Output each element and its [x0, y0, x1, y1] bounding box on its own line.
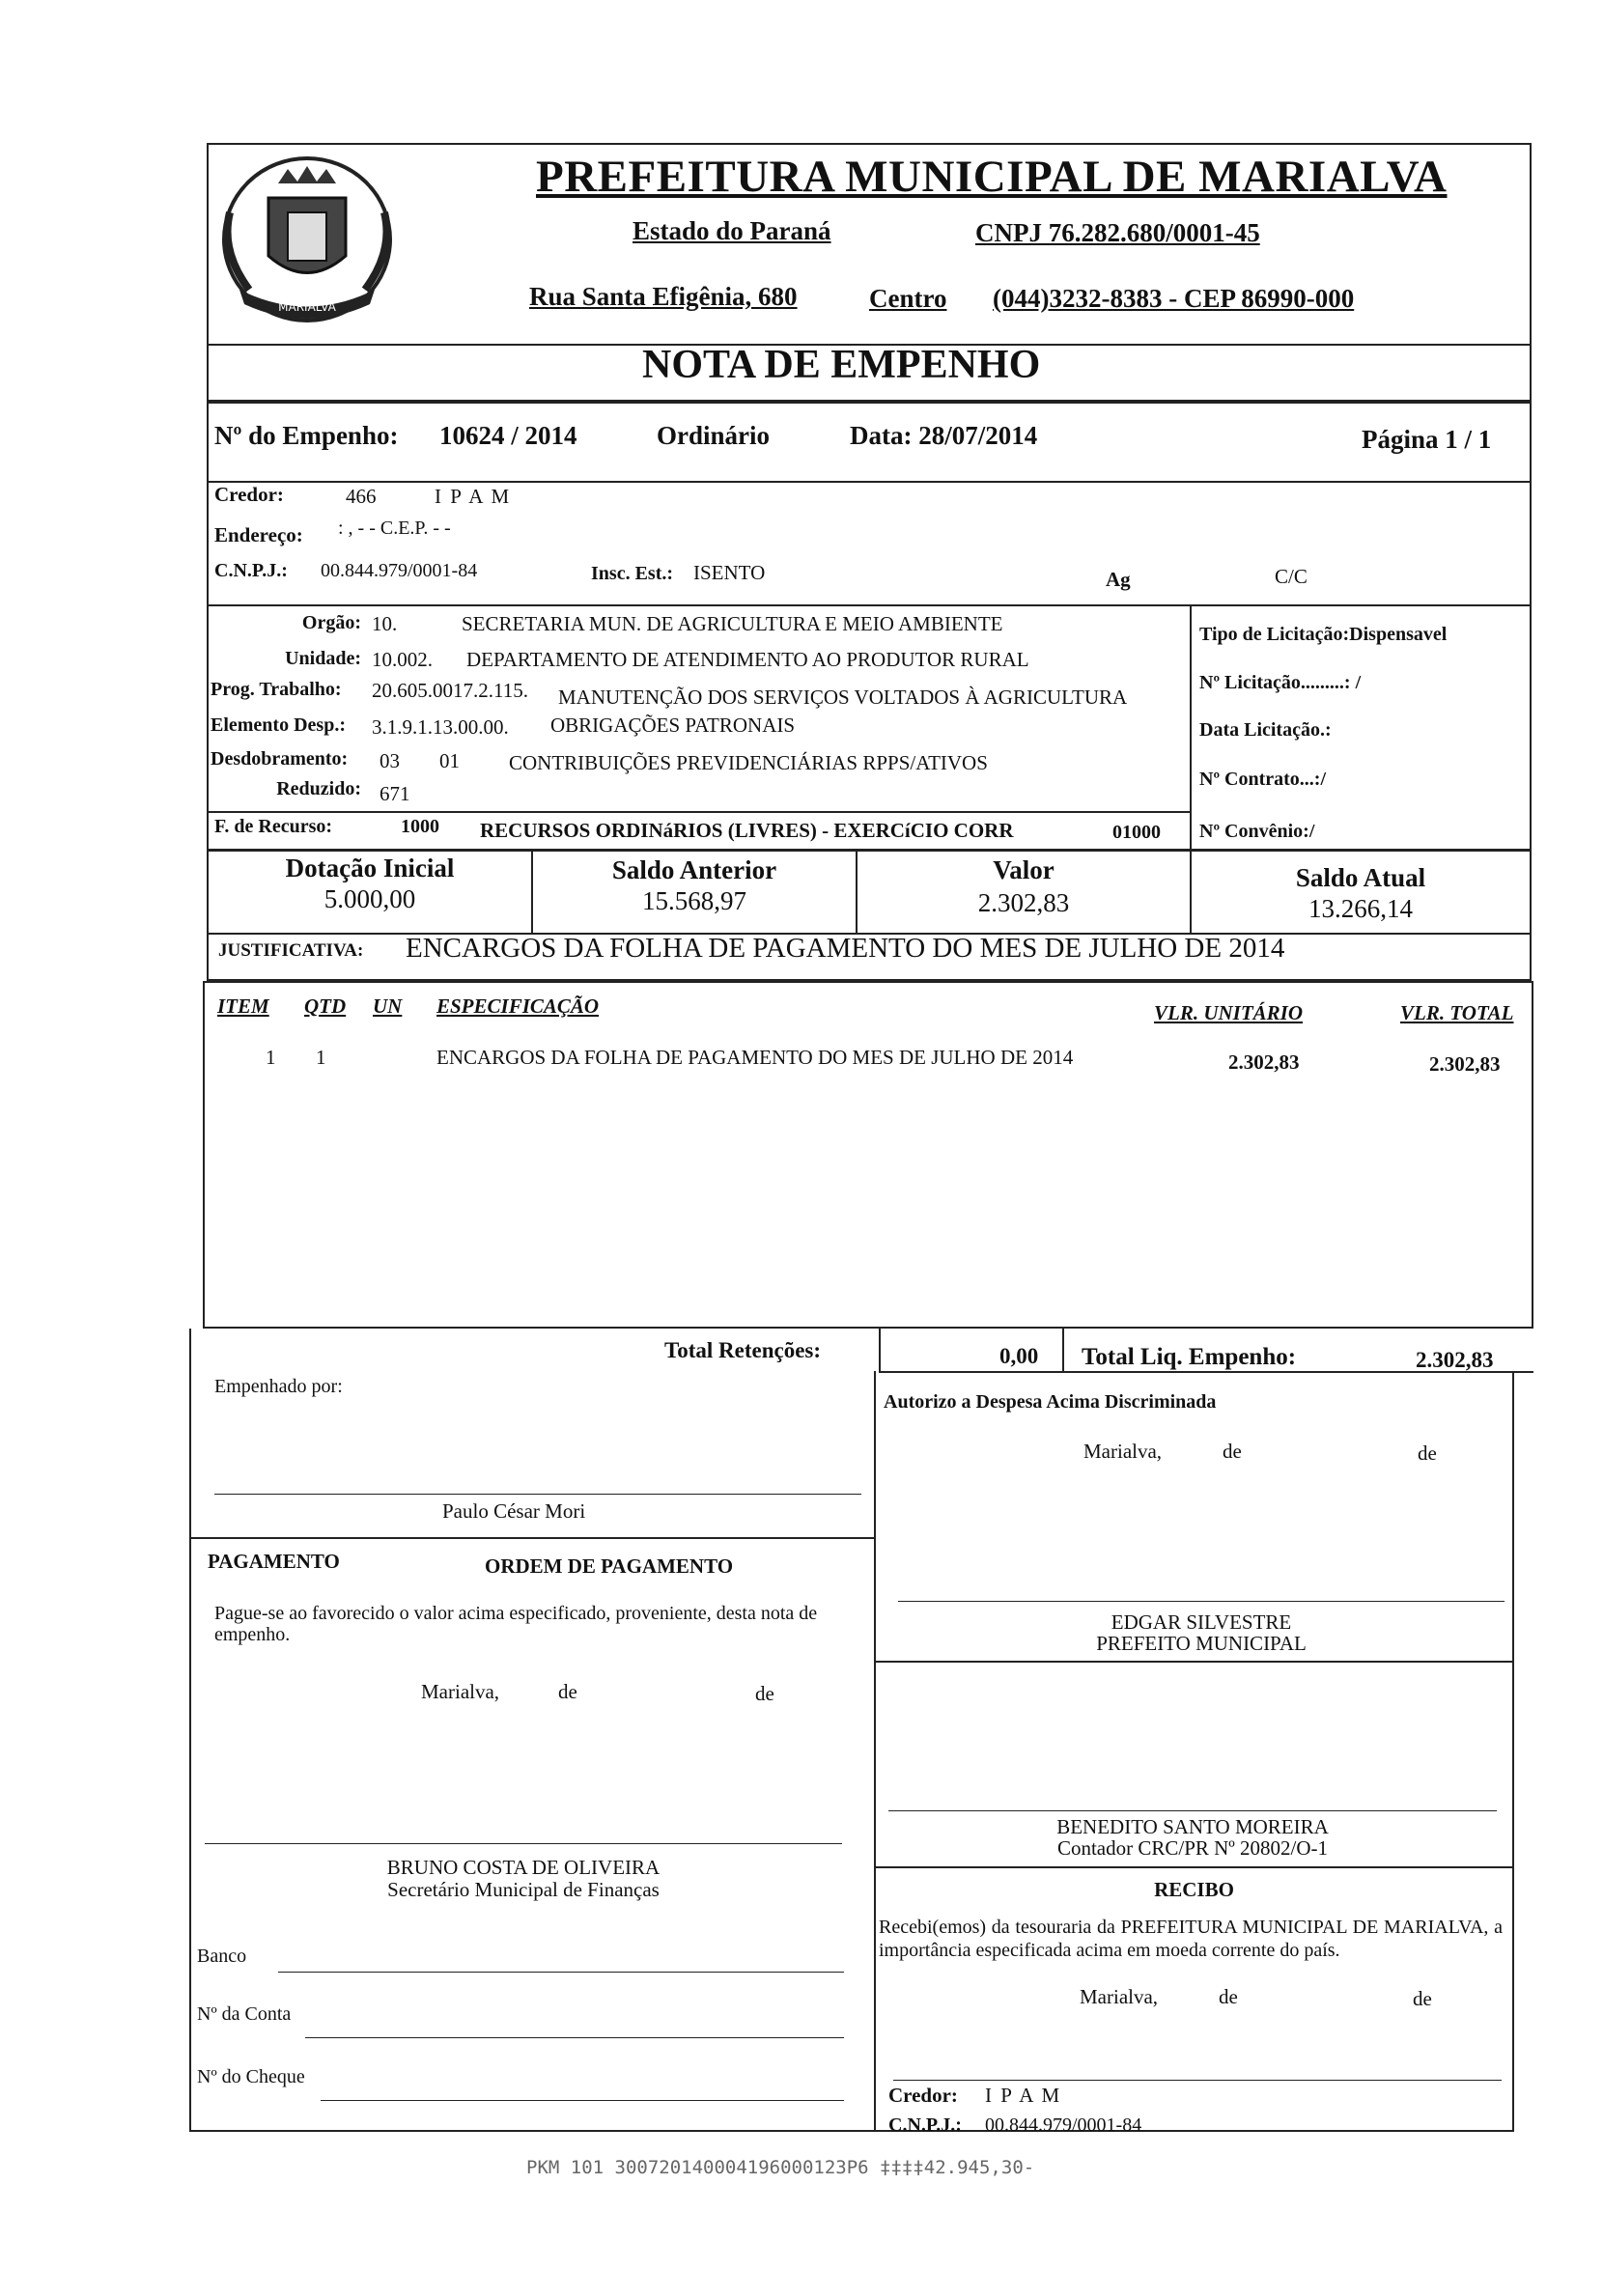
tipo-licitacao: Tipo de Licitação:Dispensavel — [1199, 624, 1448, 645]
unidade-label: Unidade: — [285, 648, 361, 669]
empenho-number: 10624 / 2014 — [439, 421, 577, 450]
col-unit-value: VLR. UNITÁRIO — [1154, 1001, 1304, 1024]
fonte-code2: 01000 — [1112, 822, 1161, 843]
phone-cep: (044)3232-8383 - CEP 86990-000 — [993, 284, 1355, 313]
recibo-de-2: de — [1413, 1987, 1432, 2010]
recibo-title: RECIBO — [1154, 1878, 1234, 1901]
lower-middle-divider — [874, 1371, 876, 2130]
fonte-desc: RECURSOS ORDINáRIOS (LIVRES) - EXERCíCIO CORR — [480, 819, 1014, 842]
justificativa-label: JUSTIFICATIVA: — [218, 940, 364, 961]
pagamento-text: Pague-se ao favorecido o valor acima especificado, proveniente, desta nota de empenho. — [214, 1603, 818, 1645]
recibo-cnpj-label: C.N.P.J.: — [888, 2114, 962, 2136]
address-label: Endereço: — [214, 523, 303, 546]
row-unit-value: 2.302,83 — [1228, 1050, 1300, 1074]
desdobramento-desc: CONTRIBUIÇÕES PREVIDENCIÁRIAS RPPS/ATIVOS — [509, 751, 988, 774]
credor-code: 466 — [346, 485, 377, 508]
dotacao-value: 5.000,00 — [323, 884, 416, 913]
saldo-atual-label: Saldo Atual — [1295, 863, 1426, 892]
pagamento-de-2: de — [755, 1682, 774, 1705]
elemento-label: Elemento Desp.: — [211, 714, 346, 736]
footer-code: PKM 101 300720140004196000123P6 ‡‡‡‡42.945,30- — [526, 2157, 1035, 2178]
address-street: Rua Santa Efigênia, 680 — [529, 282, 798, 311]
contador-name: BENEDITO SANTO MOREIRA — [1056, 1815, 1329, 1838]
recibo-signature-line — [893, 2080, 1502, 2081]
cheque-line — [321, 2100, 844, 2101]
elemento-code: 3.1.9.1.13.00.00. — [372, 715, 509, 739]
liq-label: Total Liq. Empenho: — [1082, 1344, 1297, 1370]
retencoes-value: 0,00 — [999, 1344, 1039, 1368]
saldo-anterior-label: Saldo Anterior — [611, 855, 777, 884]
autorizo-de-1: de — [1223, 1440, 1242, 1463]
lower-right-border — [1512, 1371, 1514, 2130]
dotacao-label: Dotação Inicial — [285, 854, 455, 882]
doc-title: NOTA DE EMPENHO — [642, 343, 1041, 387]
pagamento-label: PAGAMENTO — [208, 1550, 340, 1573]
desdobramento-label: Desdobramento: — [211, 748, 349, 770]
liq-value: 2.302,83 — [1416, 1348, 1494, 1372]
unidade-desc: DEPARTAMENTO DE ATENDIMENTO AO PRODUTOR RURAL — [466, 648, 1029, 671]
credor-address: : , - - C.E.P. - - — [338, 518, 451, 539]
orgao-code: 10. — [372, 612, 398, 635]
row-qtd: 1 — [316, 1046, 326, 1069]
pagamento-top-line — [189, 1537, 874, 1539]
saldo-anterior-value: 15.568,97 — [642, 886, 746, 915]
retencoes-label: Total Retenções: — [664, 1338, 822, 1362]
reduzido-label: Reduzido: — [276, 778, 361, 799]
recibo-de-1: de — [1219, 1985, 1238, 2008]
prefeito-name: EDGAR SILVESTRE — [1111, 1610, 1292, 1634]
budget-divider — [1190, 604, 1192, 851]
secretario-role: Secretário Municipal de Finanças — [387, 1878, 660, 1901]
page-number: Página 1 / 1 — [1362, 425, 1492, 454]
autorizo-de-2: de — [1418, 1442, 1437, 1465]
fonte-top-line — [207, 811, 1190, 813]
secretario-name: BRUNO COSTA DE OLIVEIRA — [386, 1856, 661, 1879]
credor-box — [207, 481, 1532, 606]
saldo-atual-value: 13.266,14 — [1308, 894, 1413, 923]
secretario-signature-line — [205, 1843, 842, 1844]
prog-code: 20.605.0017.2.115. — [372, 679, 528, 702]
municipality-title: PREFEITURA MUNICIPAL DE MARIALVA — [536, 152, 1448, 202]
account-label: C/C — [1275, 565, 1308, 588]
recibo-cnpj: 00.844.979/0001-84 — [985, 2114, 1142, 2136]
totals-div-1 — [879, 1327, 881, 1371]
prefeito-role: PREFEITO MUNICIPAL — [1096, 1632, 1307, 1655]
autorizo-label: Autorizo a Despesa Acima Discriminada — [884, 1391, 1217, 1413]
orgao-desc: SECRETARIA MUN. DE AGRICULTURA E MEIO AMBIENTE — [462, 612, 1003, 635]
empenhado-label: Empenhado por: — [214, 1376, 343, 1397]
numero-licitacao: Nº Licitação.........: / — [1199, 672, 1362, 693]
empenho-type: Ordinário — [657, 421, 771, 450]
recibo-city: Marialva, — [1080, 1985, 1159, 2008]
autorizo-city: Marialva, — [1083, 1440, 1163, 1463]
fonte-code: 1000 — [401, 816, 439, 837]
conta-line — [305, 2037, 844, 2038]
desdobramento-code1: 03 — [380, 749, 400, 772]
pagamento-city: Marialva, — [421, 1680, 500, 1703]
row-spec: ENCARGOS DA FOLHA DE PAGAMENTO DO MES DE JULHO DE 2014 — [436, 1046, 1074, 1069]
credor-label: Credor: — [214, 483, 284, 506]
data-licitacao: Data Licitação.: — [1199, 719, 1332, 741]
prefeito-signature-line — [898, 1601, 1505, 1602]
desdobramento-code2: 01 — [439, 749, 460, 772]
banco-line — [278, 1972, 844, 1973]
agency-label: Ag — [1106, 568, 1131, 591]
recibo-credor-label: Credor: — [888, 2084, 958, 2107]
row-item: 1 — [266, 1046, 276, 1069]
numero-convenio: Nº Convênio:/ — [1199, 821, 1315, 842]
col-spec: ESPECIFICAÇÃO — [436, 994, 600, 1018]
totals-div-2 — [1062, 1327, 1064, 1371]
empenhado-signature-line — [214, 1494, 861, 1495]
elemento-desc: OBRIGAÇÕES PATRONAIS — [550, 714, 796, 737]
valor-value: 2.302,83 — [977, 888, 1070, 917]
unidade-code: 10.002. — [372, 648, 433, 671]
justificativa-text: ENCARGOS DA FOLHA DE PAGAMENTO DO MES DE JULHO DE 2014 — [406, 933, 1285, 964]
col-total-value: VLR. TOTAL — [1400, 1001, 1514, 1024]
recibo-top-line — [874, 1866, 1514, 1868]
credor-cnpj: 00.844.979/0001-84 — [321, 560, 478, 581]
address-district: Centro — [869, 284, 947, 313]
crest-text: MARIALVA — [278, 300, 336, 314]
contador-role: Contador CRC/PR Nº 20802/O-1 — [1056, 1836, 1329, 1860]
valor-label: Valor — [993, 855, 1055, 884]
conta-label: Nº da Conta — [197, 2003, 292, 2025]
col-item: ITEM — [217, 994, 269, 1018]
empenho-label: Nº do Empenho: — [214, 421, 399, 450]
totals-top-line — [203, 1327, 1533, 1329]
ordem-label: ORDEM DE PAGAMENTO — [485, 1554, 734, 1578]
fonte-label: F. de Recurso: — [214, 816, 333, 837]
state-label: Estado do Paraná — [633, 216, 831, 245]
insc-value: ISENTO — [693, 561, 766, 584]
banco-label: Banco — [197, 1946, 247, 1967]
empenho-date: Data: 28/07/2014 — [850, 421, 1038, 450]
prog-label: Prog. Trabalho: — [211, 679, 342, 700]
pagamento-de-1: de — [558, 1680, 577, 1703]
empenhado-name: Paulo César Mori — [442, 1499, 586, 1523]
insc-label: Insc. Est.: — [591, 563, 674, 584]
prog-desc: MANUTENÇÃO DOS SERVIÇOS VOLTADOS À AGRICULTURA — [558, 686, 1128, 709]
contador-top-line — [874, 1661, 1514, 1663]
reduzido-code: 671 — [380, 782, 410, 805]
contador-signature-line — [888, 1810, 1497, 1811]
lower-bottom-border — [189, 2130, 1514, 2132]
lower-left-border — [189, 1329, 191, 2130]
cnpj-label: CNPJ 76.282.680/0001-45 — [975, 218, 1260, 247]
credor-cnpj-label: C.N.P.J.: — [214, 560, 288, 581]
items-box — [203, 981, 1533, 1329]
row-total-value: 2.302,83 — [1429, 1052, 1501, 1076]
col-un: UN — [373, 994, 403, 1018]
cheque-label: Nº do Cheque — [197, 2066, 305, 2087]
recibo-credor: I P A M — [985, 2084, 1062, 2107]
orgao-label: Orgão: — [301, 612, 361, 633]
col-qtd: QTD — [304, 994, 347, 1018]
recibo-text: Recebi(emos) da tesouraria da PREFEITURA MUNICIPAL DE MARIALVA, a importância especificada acima em moeda corrente do país. — [879, 1917, 1503, 1961]
coat-of-arms-icon — [211, 145, 404, 334]
credor-name: I P A M — [435, 485, 512, 508]
numero-contrato: Nº Contrato...:/ — [1199, 769, 1327, 790]
